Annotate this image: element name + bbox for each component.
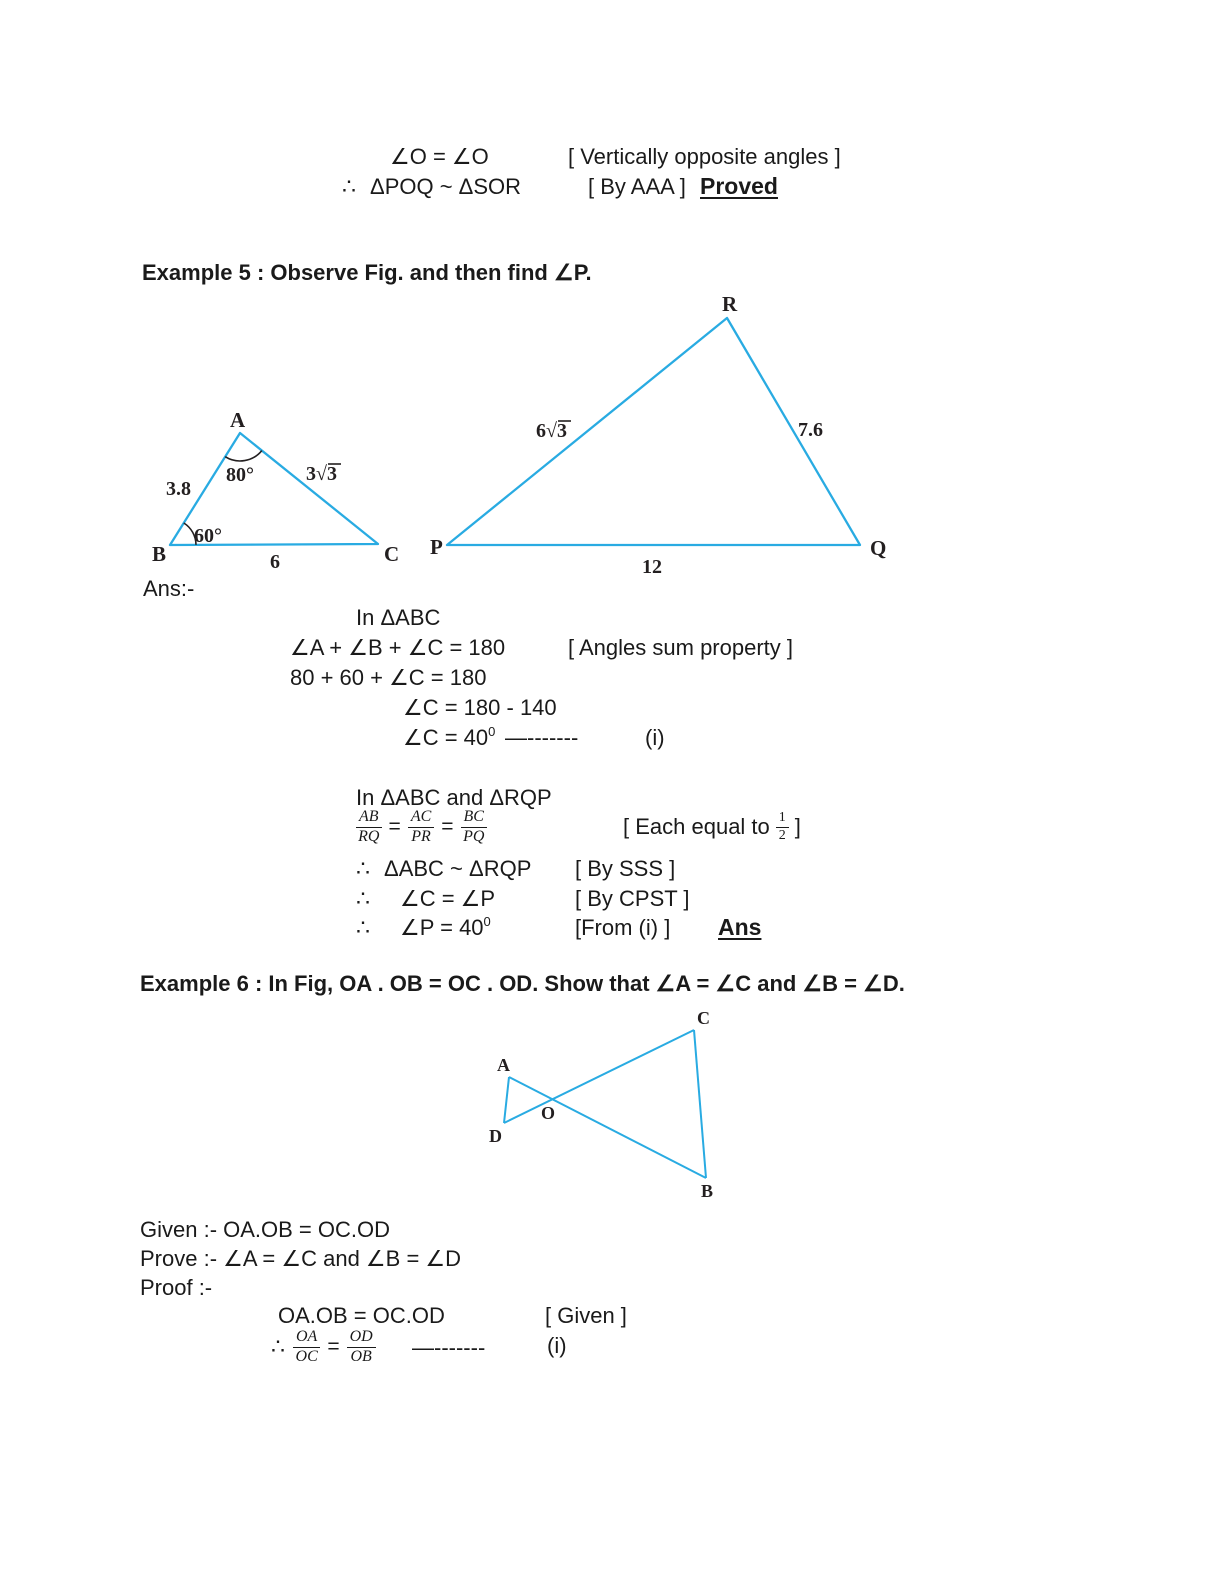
ratio-equation-row [356,806,487,848]
pr-radicand: 3 [556,420,567,442]
angle-c-result [403,723,496,750]
ref-i-1: (i) [645,725,665,750]
reason-by-aaa: [ By AAA ] [588,174,686,199]
fraction-denominator: PQ [463,827,485,845]
proof-label: Proof :- [140,1275,213,1300]
ans-label: Ans:- [143,576,195,601]
therefore-symbol: ∴ [271,1334,285,1359]
vertex-label-b: B [701,1181,714,1201]
side-ab-length: 3.8 [166,478,191,500]
vertex-label-c: C [384,542,400,566]
angle-p-result-sup: 0 [483,913,491,929]
figure-crossed-triangles [440,1005,770,1205]
fraction-numerator: AC [408,809,434,828]
ac-coefficient: 3 [306,463,316,485]
intersection-label-o: O [541,1103,556,1123]
angle-p-result-text: ∠P = 40 [400,915,484,940]
statement-angle-o: ∠O = ∠O [390,144,489,169]
fraction-denominator: OC [295,1347,318,1365]
equals-sign: = [388,815,401,838]
angle-a-value: 80° [226,464,254,486]
side-rq-length: 7.6 [798,419,823,441]
reason-from-i: [From (i) ] [575,915,671,940]
vertex-label-a: A [230,408,246,432]
angle-arc-a [225,451,262,461]
reason-by-cpst: [ By CPST ] [575,886,690,911]
fraction-numerator: AB [356,809,382,828]
segment-ad [504,1077,509,1123]
ac-radical-sign: √ [316,463,327,485]
statement-angle-p-result [400,913,491,940]
prove-line: Prove :- ∠A = ∠C and ∠B = ∠D [140,1246,462,1271]
therefore-symbol: ∴ [356,856,370,881]
vertex-label-c: C [697,1008,710,1028]
vertex-label-p: P [430,535,443,559]
segment-cd [504,1030,694,1123]
angle-b-value: 60° [194,525,222,547]
statement-abc-similar-rqp: ΔABC ~ ΔRQP [384,856,532,881]
pr-coefficient: 6 [536,420,546,442]
angle-c-subtraction: ∠C = 180 - 140 [403,695,557,720]
reason-each-equal-half [623,806,801,848]
reason-by-sss: [ By SSS ] [575,856,676,881]
vertex-label-d: D [489,1126,502,1146]
segment-cb [694,1030,706,1178]
fraction-ac-pr [408,809,434,846]
angle-c-result-text: ∠C = 40 [403,725,489,750]
side-ac-length [306,463,337,485]
vertex-label-q: Q [870,536,887,560]
equals-sign: = [327,1335,340,1358]
equals-sign: = [441,815,454,838]
fraction-denominator: OB [350,1347,372,1365]
fraction-denominator: 2 [778,827,786,843]
fraction-denominator: RQ [358,827,380,845]
in-triangles-abc-rqp: In ΔABC and ΔRQP [356,785,552,810]
angle-c-result-sup: 0 [488,723,496,739]
therefore-symbol: ∴ [342,174,356,199]
fraction-ab-rq [356,809,382,846]
ac-radicand: 3 [326,463,337,485]
therefore-symbol: ∴ [356,915,370,940]
ref-i-2: (i) [547,1333,567,1358]
example5-heading: Example 5 : Observe Fig. and then find ∠P. [142,260,592,285]
therefore-symbol: ∴ [356,886,370,911]
proof-statement-given: OA.OB = OC.OD [278,1303,445,1328]
reason-angles-sum: [ Angles sum property ] [568,635,793,660]
fraction-numerator: BC [461,809,487,828]
angles-sum-equation: ∠A + ∠B + ∠C = 180 [290,635,506,660]
fraction-numerator: OD [347,1329,376,1348]
statement-poq-similar-sor: ΔPOQ ~ ΔSOR [370,174,522,199]
given-line: Given :- OA.OB = OC.OD [140,1217,391,1242]
side-pq-length: 12 [642,556,662,578]
in-triangle-abc: In ΔABC [356,605,441,630]
side-pr-length [536,420,567,442]
fraction-one-half [776,811,789,843]
fraction-denominator: PR [411,827,431,845]
proved-label: Proved [700,173,778,199]
segment-ab [509,1077,706,1178]
vertex-label-r: R [722,292,738,316]
fraction-oa-oc [293,1329,320,1366]
ratio-oa-oc-row [271,1326,376,1368]
reason-given: [ Given ] [545,1303,627,1328]
vertex-label-b: B [152,542,167,566]
fraction-od-ob [347,1329,376,1366]
pr-radical-sign: √ [546,420,557,442]
fraction-bc-pq [461,809,487,846]
vertex-label-a: A [497,1055,510,1075]
dash-rule-1: —------- [505,725,579,750]
dash-rule-2: —------- [412,1335,486,1360]
each-equal-text: [ Each equal to [623,814,770,839]
fraction-numerator: OA [293,1329,320,1348]
substituted-equation: 80 + 60 + ∠C = 180 [290,665,487,690]
ans-final-label: Ans [718,914,762,940]
reason-vertically-opposite: [ Vertically opposite angles ] [568,144,841,169]
example6-heading: Example 6 : In Fig, OA . OB = OC . OD. Show that ∠A = ∠C and ∠B = ∠D. [140,971,905,996]
statement-angle-c-equals-p: ∠C = ∠P [400,886,496,911]
each-equal-bracket-close: ] [794,814,801,839]
side-bc-length: 6 [270,551,280,573]
fraction-numerator: 1 [776,811,789,828]
figure-triangles-abc-pqr [130,285,910,583]
